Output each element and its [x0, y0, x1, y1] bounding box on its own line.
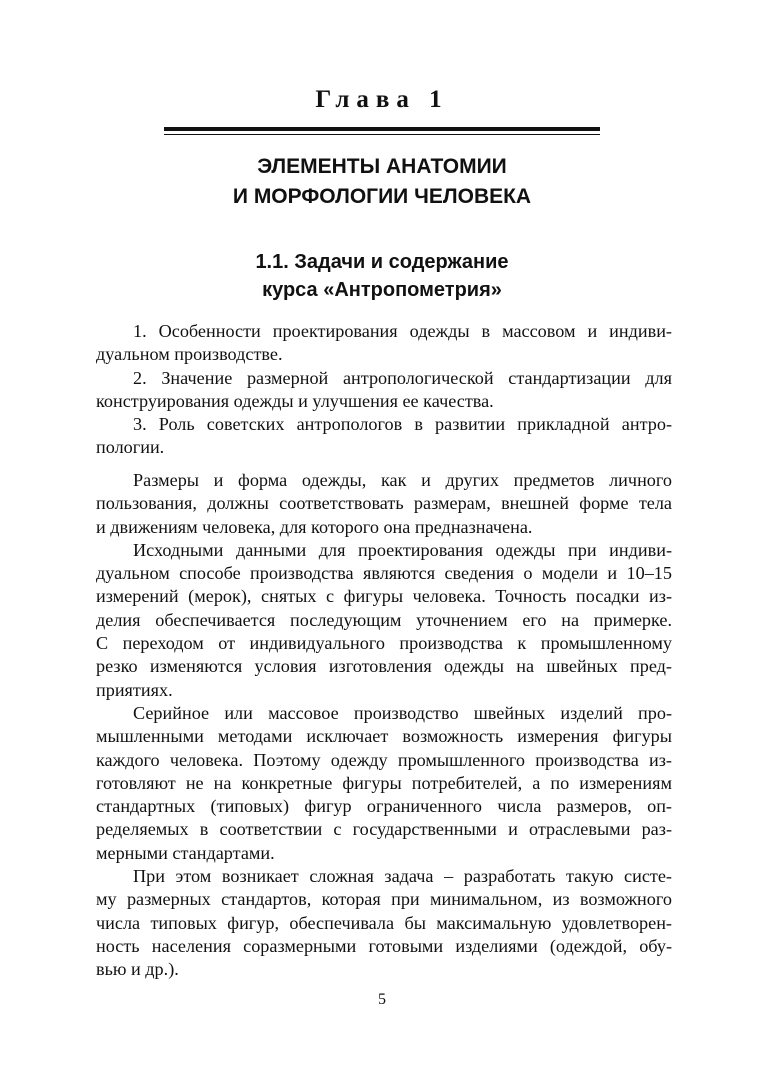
text-line: мерными стандартами. [96, 842, 275, 863]
text-line: приятиях. [96, 679, 173, 700]
text-line: дуальном производстве. [96, 344, 283, 365]
text-line: При этом возникает сложная задача – разработать такую систе- [133, 866, 672, 887]
text-line: числа типовых фигур, обеспечивала бы максимальную удовлетворен- [96, 912, 672, 933]
chapter-rule-thick [164, 127, 600, 131]
text-line: дуальном способе производства являются сведения о модели и 10–15 [96, 563, 672, 584]
text-line: стандартных (типовых) фигур ограниченного числа размеров, оп- [96, 796, 672, 817]
main-text [96, 469, 672, 982]
section-title-line: 1.1. Задачи и содержание [255, 251, 509, 273]
text-line: Исходными данными для проектирования одежды при индиви- [133, 539, 672, 560]
text-line: Серийное или массовое производство швейных изделий про- [133, 702, 672, 723]
paragraph [96, 865, 672, 981]
text-line: пологии. [96, 437, 165, 458]
text-line: 2. Значение размерной антропологической стандартизации для [133, 367, 672, 388]
section-title-line: курса «Антропометрия» [262, 279, 502, 301]
text-line: вью и др.). [96, 959, 179, 980]
chapter-title-line: И МОРФОЛОГИИ ЧЕЛОВЕКА [232, 185, 532, 208]
text-line: 3. Роль советских антропологов в развитии прикладной антро- [133, 414, 672, 435]
paragraph [96, 469, 672, 539]
text-line: конструирования одежды и улучшения ее качества. [96, 390, 494, 411]
study-questions [96, 320, 672, 460]
question-item [96, 413, 672, 460]
chapter-title-line: ЭЛЕМЕНТЫ АНАТОМИИ [257, 155, 507, 178]
text-line: измерений (мерок), снятых с фигуры человека. Точность посадки из- [96, 586, 672, 607]
text-line: ность населения соразмерными готовыми изделиями (одеждой, обу- [96, 935, 672, 956]
text-line: резко изменяются условия изготовления одежды на швейных пред- [96, 656, 672, 677]
page-number: 5 [378, 991, 386, 1008]
text-line: каждого человека. Поэтому одежду промышленного производства из- [96, 749, 672, 770]
text-line: пользования, должны соответствовать размерам, внешней форме тела [96, 493, 672, 514]
text-line: С переходом от индивидуального производства к промышленному [96, 633, 672, 654]
question-item [96, 367, 672, 414]
text-line: делия обеспечивается последующим уточнением его на примерке. [96, 609, 672, 630]
text-line: мышленными методами исключает возможность измерения фигуры [96, 726, 672, 747]
paragraph [96, 702, 672, 865]
text-line: Размеры и форма одежды, как и других предметов личного [133, 470, 672, 490]
text-line: му размерных стандартов, которая при минимальном, из возможного [96, 889, 672, 910]
chapter-rule-thin [164, 134, 600, 135]
text-line: готовляют не на конкретные фигуры потребителей, а по измерениям [96, 772, 672, 793]
question-item [96, 320, 672, 367]
paragraph [96, 539, 672, 702]
text-line: и движениям человека, для которого она предназначена. [96, 516, 533, 537]
text-line: 1. Особенности проектирования одежды в массовом и индиви- [133, 321, 672, 341]
section-title [0, 248, 764, 304]
text-line: ределяемых в соответствии с государственными и отраслевыми раз- [96, 819, 672, 840]
chapter-title [0, 152, 764, 212]
chapter-label: Глава 1 [315, 86, 449, 113]
